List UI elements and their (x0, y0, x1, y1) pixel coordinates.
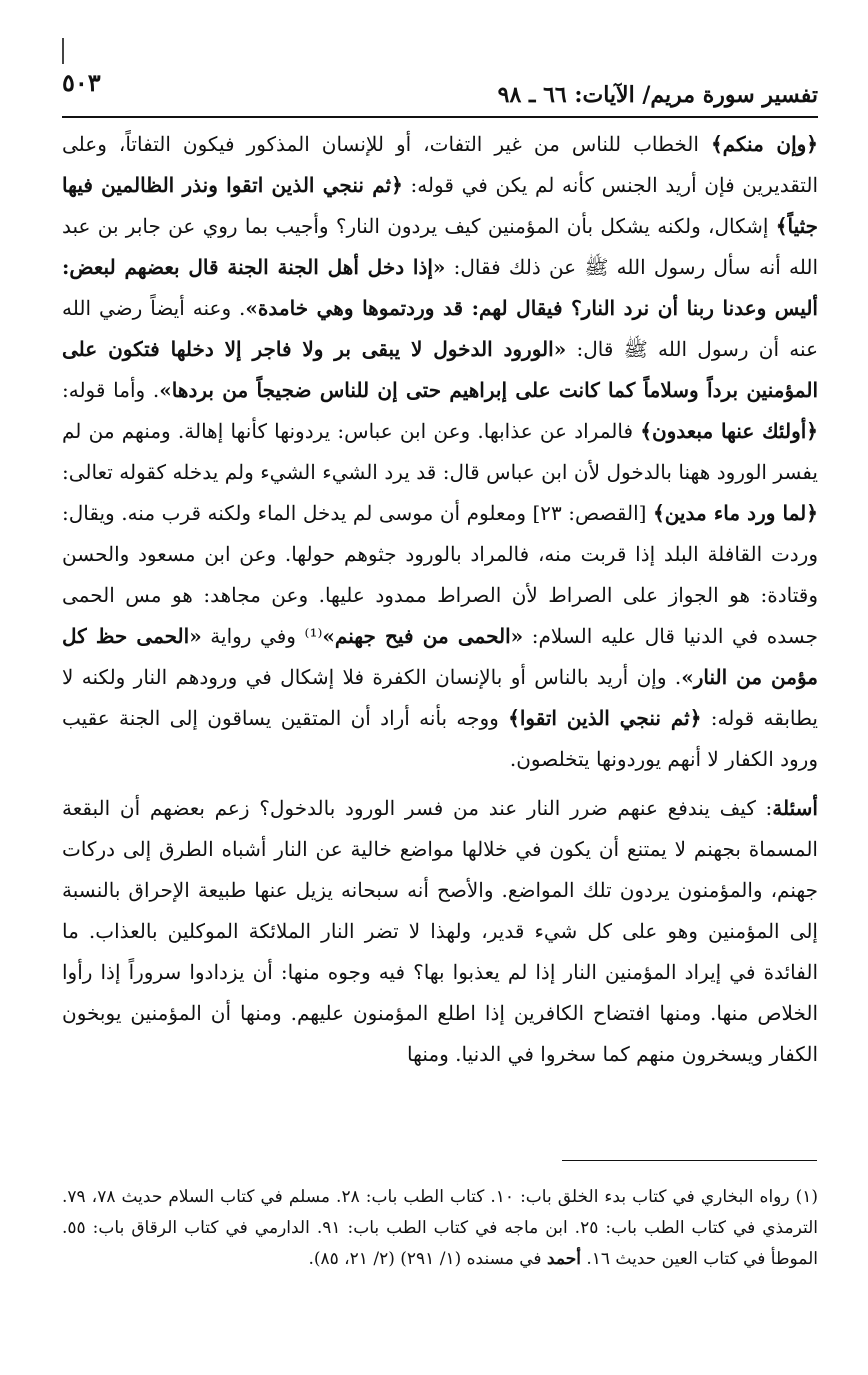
text-run: الخطاب للناس من غير التفات، أو للإنسان المذكور فيكون التفاتاً، وعلى التقديرين فإن أريد الجنس كأنه لم يكن في قوله: (62, 132, 818, 197)
text-run: (١) رواه البخاري في كتاب بدء الخلق باب: ١٠. كتاب الطب باب: ٢٨. مسلم في كتاب السلام حديث ٧٨، ٧٩. الترمذي في كتاب الطب باب: ٢٥. ابن ماجه في كتاب الطب باب: ٩١. الدارمي في كتاب الرقاق باب: ٥٥. الموطأ في كتاب العين حديث ١٦. (62, 1187, 819, 1269)
header-rule (62, 116, 818, 118)
text-run: [القصص: ٢٣] ومعلوم أن موسى لم يدخل الماء ولكنه قرب منه. ويقال: وردت القافلة البلد إذا قربت منه، فالمراد بالورود جثوهم حولها. وعن ابن مسعود والحسن وقتادة: هو الجواز على الصراط لأن الصراط ممدود عليها. وعن مجاهد: هو مس الحمى جسده في الدنيا قال عليه السلام: (62, 501, 818, 648)
text-run: أحمد (546, 1249, 581, 1269)
paragraph-commentary (62, 124, 818, 780)
text-run: ووجه بأنه أراد أن المتقين يساقون إلى الجنة عقيب ورود الكفار لا أنهم يوردونها يتخلصون. (62, 706, 818, 771)
footnotes (62, 1182, 818, 1275)
text-run: . وإن أريد بالناس أو بالإنسان الكفرة فلا إشكال في ورودهم النار ولكنه لا يطابقه قوله: (62, 665, 818, 730)
text-run: «إذا دخل أهل الجنة الجنة قال بعضهم لبعض: أليس وعدنا ربنا أن نرد النار؟ فيقال لهم: قد وردتموها وهي خامدة» (62, 255, 818, 320)
margin-mark (62, 38, 64, 64)
footnote-1 (62, 1182, 818, 1275)
footnote-ref[interactable]: ⁽¹⁾ وفي رواية (201, 624, 323, 648)
text-run: «الحمى من فيح جهنم» (322, 624, 524, 648)
text-run: . وأما قوله: (62, 378, 160, 402)
text-run: في مسنده (١/ ٢٩١) (٢/ ٢١، ٨٥). (308, 1249, 547, 1269)
paragraph-questions (62, 788, 818, 1075)
text-run: . وعنه أيضاً رضي الله عنه أن رسول الله ﷺ قال: (62, 296, 818, 361)
page-number: ٥٠٣ (62, 68, 101, 97)
text-run: ﴿لما ورد ماء مدين﴾ (652, 501, 818, 525)
running-title: تفسير سورة مريم/ الآيات: ٦٦ ـ ٩٨ (497, 82, 818, 108)
main-text (62, 124, 818, 1075)
text-run: ﴿وإن منكم﴾ (710, 132, 818, 156)
text-run: ﴿أولئك عنها مبعدون﴾ (640, 419, 818, 443)
text-run: ﴿ثم ننجي الذين اتقوا﴾ (508, 706, 702, 730)
text-run: إشكال، ولكنه يشكل بأن المؤمنين كيف يردون النار؟ وأجيب بما روي عن جابر بن عبد الله أنه سأل رسول الله ﷺ عن ذلك فقال: (62, 214, 818, 279)
text-run: : كيف يندفع عنهم ضرر النار عند من فسر الورود بالدخول؟ زعم بعضهم أن البقعة المسماة بجهنم لا يمتنع أن يكون في خلالها مواضع خالية عن النار أشباه الطرق إلى دركات جهنم، والمؤمنون يردون تلك المواضع. والأصح أنه سبحانه يزيل عنها طبيعة الإحراق بالنسبة إلى المؤمنين وهو على كل شيء قدير، ولهذا لا تضر النار الملائكة الموكلين بالعذاب. ما الفائدة في إيراد المؤمنين النار إذا لم يعذبوا بها؟ فيه وجوه منها: أن يزدادوا سروراً إذا رأوا الخلاص منها. ومنها افتضاح الكافرين إذا اطلع المؤمنون عليهم. ومنها أن المؤمنين يوبخون الكفار ويسخرون منهم كما سخروا في الدنيا. ومنها (62, 796, 818, 1066)
text-run: «الورود الدخول لا يبقى بر ولا فاجر إلا دخلها فتكون على المؤمنين برداً وسلاماً كما كانت على إبراهيم حتى إن للناس ضجيجاً من بردها» (62, 337, 819, 402)
text-run: ﴿ثم ننجي الذين اتقوا ونذر الظالمين فيها جثياً﴾ (62, 173, 818, 238)
footnote-rule (562, 1160, 817, 1161)
text-run: «الحمى حظ كل مؤمن من النار» (62, 624, 818, 689)
section-heading: أسئلة (772, 796, 818, 820)
text-run: فالمراد عن عذابها. وعن ابن عباس: يردونها كأنها إهالة. ومنهم من لم يفسر الورود ههنا بالدخول لأن ابن عباس قال: قد يرد الشيء الشيء ولم يدخله كقوله تعالى: (62, 419, 818, 484)
page-header (62, 68, 818, 116)
